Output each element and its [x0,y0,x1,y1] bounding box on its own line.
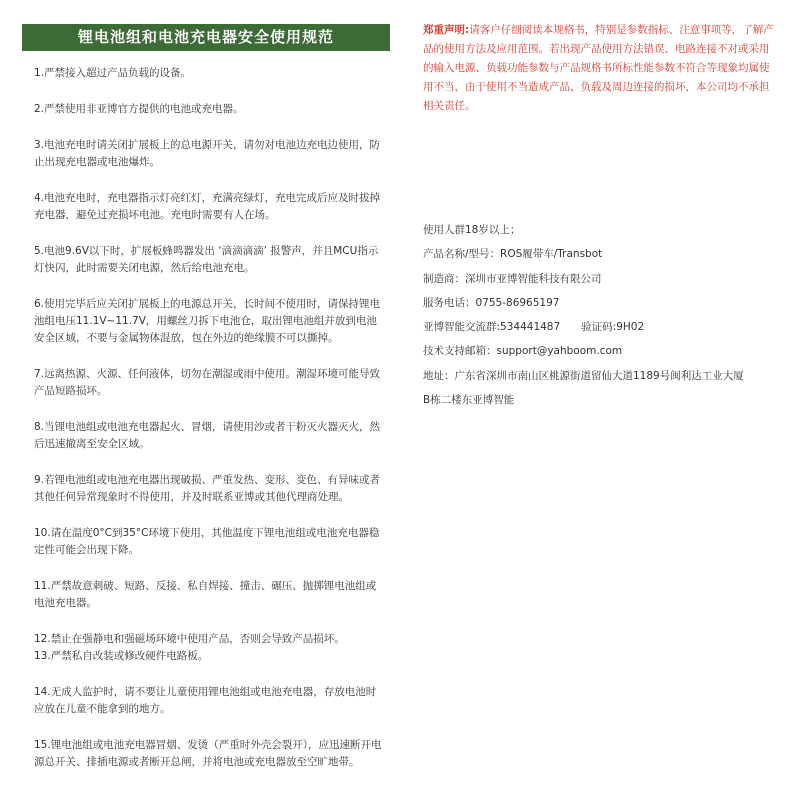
info-group: 亚博智能交流群:534441487 验证码:9H02 [423,321,645,334]
disclaimer [423,21,775,116]
product-info [423,218,783,412]
rule-item: 2.严禁使用非亚博官方提供的电池或充电器。 [34,103,244,115]
info-age: 使用人群18岁以上； [423,224,521,236]
info-address: 地址：广东省深圳市南山区桃源街道留仙大道1189号闽利达工业大厦 [423,369,744,382]
info-address-cont: B栋二楼东亚博智能 [423,394,515,407]
rule-item: 15.锂电池组或电池充电器冒烟、发烫（严重时外壳会裂开），应迅速断开电源总开关、排插电源或者断开总闸，并将电池或充电器放至空旷地带。 [34,739,382,768]
safety-section [22,24,390,771]
rule-item: 8.当锂电池组或电池充电器起火、冒烟，请使用沙或者干粉灭火器灭火，然后迅速撤离至安全区域。 [34,421,381,450]
rule-item: 9.若锂电池组或电池充电器出现破损、严重发热、变形、变色、有异味或者其他任何异常现象时不得使用，并及时联系亚博或其他代理商处理。 [34,474,381,503]
info-product-name: 产品名称/型号：ROS履带车/Transbot [423,248,603,261]
rule-item: 5.电池9.6V以下时，扩展板蜂鸣器发出 ‘滴滴滴滴’ 报警声，并且MCU指示灯快闪，此时需要关闭电源，然后给电池充电。 [34,245,379,274]
rule-item: 10.请在温度0°C到35°C环境下使用，其他温度下锂电池组或电池充电器稳定性可能会出现下降。 [34,527,380,556]
rules-list [22,65,390,771]
info-phone: 服务电话：0755-86965197 [423,296,560,309]
rule-item: 1.严禁接入超过产品负载的设备。 [34,67,192,79]
rule-item: 12.禁止在强静电和强磁场环境中使用产品，否则会导致产品损坏。 [34,633,345,645]
rule-item: 13.严禁私自改装或修改硬件电路板。 [34,650,209,662]
disclaimer-text [423,21,775,116]
disclaimer-lead: 郑重声明: [423,24,470,36]
section-title: 锂电池组和电池充电器安全使用规范 [22,24,390,51]
rule-item: 11.严禁故意刺破、短路、反接、私自焊接、撞击、碾压、抛掷锂电池组或电池充电器。 [34,580,377,609]
info-manufacturer: 制造商：深圳市亚博智能科技有限公司 [423,272,602,285]
rule-item: 3.电池充电时请关闭扩展板上的总电源开关，请勿对电池边充电边使用，防止出现充电器或电池爆炸。 [34,139,381,168]
rule-item: 7.远离热源、火源、任何液体，切勿在潮湿或雨中使用。潮湿环境可能导致产品短路损坏。 [34,368,381,397]
rule-item: 4.电池充电时，充电器指示灯亮红灯，充满亮绿灯，充电完成后应及时拔掉充电器，避免过充损坏电池。充电时需要有人在场。 [34,192,381,221]
rule-item: 6.使用完毕后应关闭扩展板上的电源总开关，长时间不使用时，请保持锂电池组电压11.1V~11.7V，用螺丝刀拆下电池仓，取出锂电池组并放到电池安全区域，不要与金属物体混放，包在外边的绝缘膜不可以撕掉。 [34,298,381,344]
disclaimer-body: 请客户仔细阅读本规格书，特别是参数指标、注意事项等，了解产品的使用方法及应用范围。若出现产品使用方法错误、电路连接不对或采用的输入电源、负载功能参数与产品规格书所标性能参数不符合等现象均属使用不当，由于使用不当造成产品、负载及周边连接的损坏，本公司均不承担相关责任。 [423,24,774,112]
info-email: 技术支持邮箱：support@yahboom.com [423,345,623,358]
rule-item: 14.无成人监护时，请不要让儿童使用锂电池组或电池充电器，存放电池时应放在儿童不能拿到的地方。 [34,686,377,715]
